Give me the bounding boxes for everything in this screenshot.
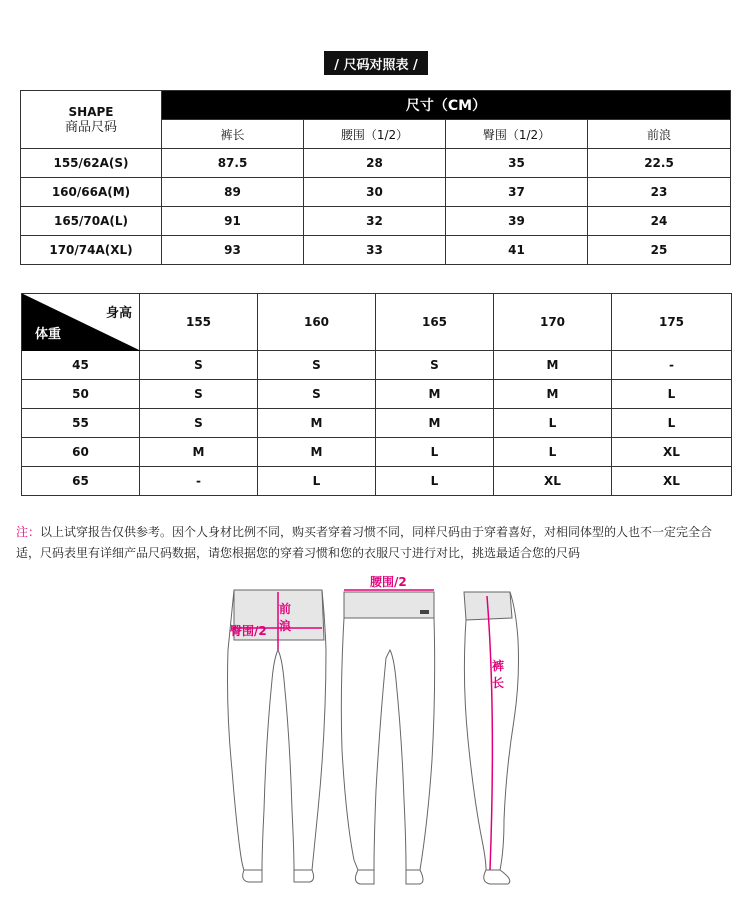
size-cell: M: [494, 351, 612, 380]
value-cell: 37: [446, 178, 588, 207]
size-table-corner: [21, 91, 162, 149]
height-header: 175: [612, 294, 732, 351]
size-cell: -: [140, 467, 258, 496]
value-cell: 24: [588, 207, 731, 236]
weight-cell: 50: [22, 380, 140, 409]
value-cell: 93: [162, 236, 304, 265]
value-cell: 39: [446, 207, 588, 236]
column-header: 腰围（1/2）: [304, 120, 446, 149]
weight-cell: 65: [22, 467, 140, 496]
height-weight-corner: [22, 294, 140, 351]
length-label-bottom: 长: [492, 676, 505, 690]
value-cell: 32: [304, 207, 446, 236]
value-cell: 30: [304, 178, 446, 207]
front-rise-label-top: 前: [279, 602, 292, 616]
table-row: [21, 178, 731, 207]
size-cell: 170/74A(XL): [21, 236, 162, 265]
waist-label: 腰围/2: [370, 575, 407, 589]
size-cell: L: [494, 409, 612, 438]
height-header: 160: [258, 294, 376, 351]
hip-label: 臀围/2: [230, 624, 267, 638]
value-cell: 25: [588, 236, 731, 265]
length-line: [487, 596, 492, 870]
size-measurement-table: [20, 90, 731, 265]
value-cell: 23: [588, 178, 731, 207]
value-cell: 28: [304, 149, 446, 178]
column-header: 臀围（1/2）: [446, 120, 588, 149]
front-rise-label-bottom: 浪: [279, 619, 292, 633]
height-header: 165: [376, 294, 494, 351]
height-header: 155: [140, 294, 258, 351]
weight-cell: 55: [22, 409, 140, 438]
column-header: 前浪: [588, 120, 731, 149]
size-cell: XL: [612, 438, 732, 467]
size-cell: XL: [494, 467, 612, 496]
value-cell: 35: [446, 149, 588, 178]
size-cell: XL: [612, 467, 732, 496]
weight-cell: 45: [22, 351, 140, 380]
table-row: [21, 207, 731, 236]
size-cell: L: [612, 380, 732, 409]
weight-cell: 60: [22, 438, 140, 467]
note-label: 注：: [16, 525, 41, 539]
table-row: [22, 409, 732, 438]
leggings-measurement-diagram: [0, 570, 750, 900]
size-cell: M: [258, 438, 376, 467]
size-cell: S: [258, 351, 376, 380]
value-cell: 89: [162, 178, 304, 207]
size-cell: S: [258, 380, 376, 409]
height-weight-table: [21, 293, 732, 496]
value-cell: 33: [304, 236, 446, 265]
size-cell: 165/70A(L): [21, 207, 162, 236]
table-row: [22, 467, 732, 496]
fit-note: [16, 522, 736, 564]
table-row: [21, 236, 731, 265]
corner-size-label: 商品尺码: [64, 119, 117, 135]
height-label: 身高: [105, 306, 132, 321]
size-group-header: 尺寸（CM）: [162, 91, 731, 120]
size-cell: L: [494, 438, 612, 467]
size-cell: L: [376, 438, 494, 467]
value-cell: 91: [162, 207, 304, 236]
size-cell: -: [612, 351, 732, 380]
size-cell: L: [258, 467, 376, 496]
weight-label: 体重: [35, 327, 62, 342]
note-text: 以上试穿报告仅供参考。因个人身材比例不同，购买者穿着习惯不同，同样尺码由于穿着喜好，对相同体型的人也不一定完全合适，尺码表里有详细产品尺码数据，请您根据您的穿着习惯和您的衣服尺寸进行对比，挑选最适合您的尺码: [16, 525, 713, 560]
table-row: [22, 438, 732, 467]
value-cell: 41: [446, 236, 588, 265]
size-cell: S: [140, 409, 258, 438]
column-header: 裤长: [162, 120, 304, 149]
size-cell: M: [258, 409, 376, 438]
size-cell: M: [494, 380, 612, 409]
size-cell: M: [140, 438, 258, 467]
corner-shape-label: SHAPE: [68, 104, 114, 119]
page-title: / 尺码对照表 /: [324, 51, 428, 75]
front-view-leggings: [341, 592, 434, 884]
size-cell: S: [140, 351, 258, 380]
size-cell: S: [376, 351, 494, 380]
size-cell: S: [140, 380, 258, 409]
size-cell: 155/62A(S): [21, 149, 162, 178]
table-row: [22, 351, 732, 380]
length-label-top: 裤: [492, 659, 505, 673]
size-cell: L: [612, 409, 732, 438]
value-cell: 87.5: [162, 149, 304, 178]
size-cell: 160/66A(M): [21, 178, 162, 207]
height-header: 170: [494, 294, 612, 351]
value-cell: 22.5: [588, 149, 731, 178]
table-row: [22, 380, 732, 409]
size-cell: M: [376, 380, 494, 409]
size-cell: M: [376, 409, 494, 438]
table-row: [21, 149, 731, 178]
size-cell: L: [376, 467, 494, 496]
